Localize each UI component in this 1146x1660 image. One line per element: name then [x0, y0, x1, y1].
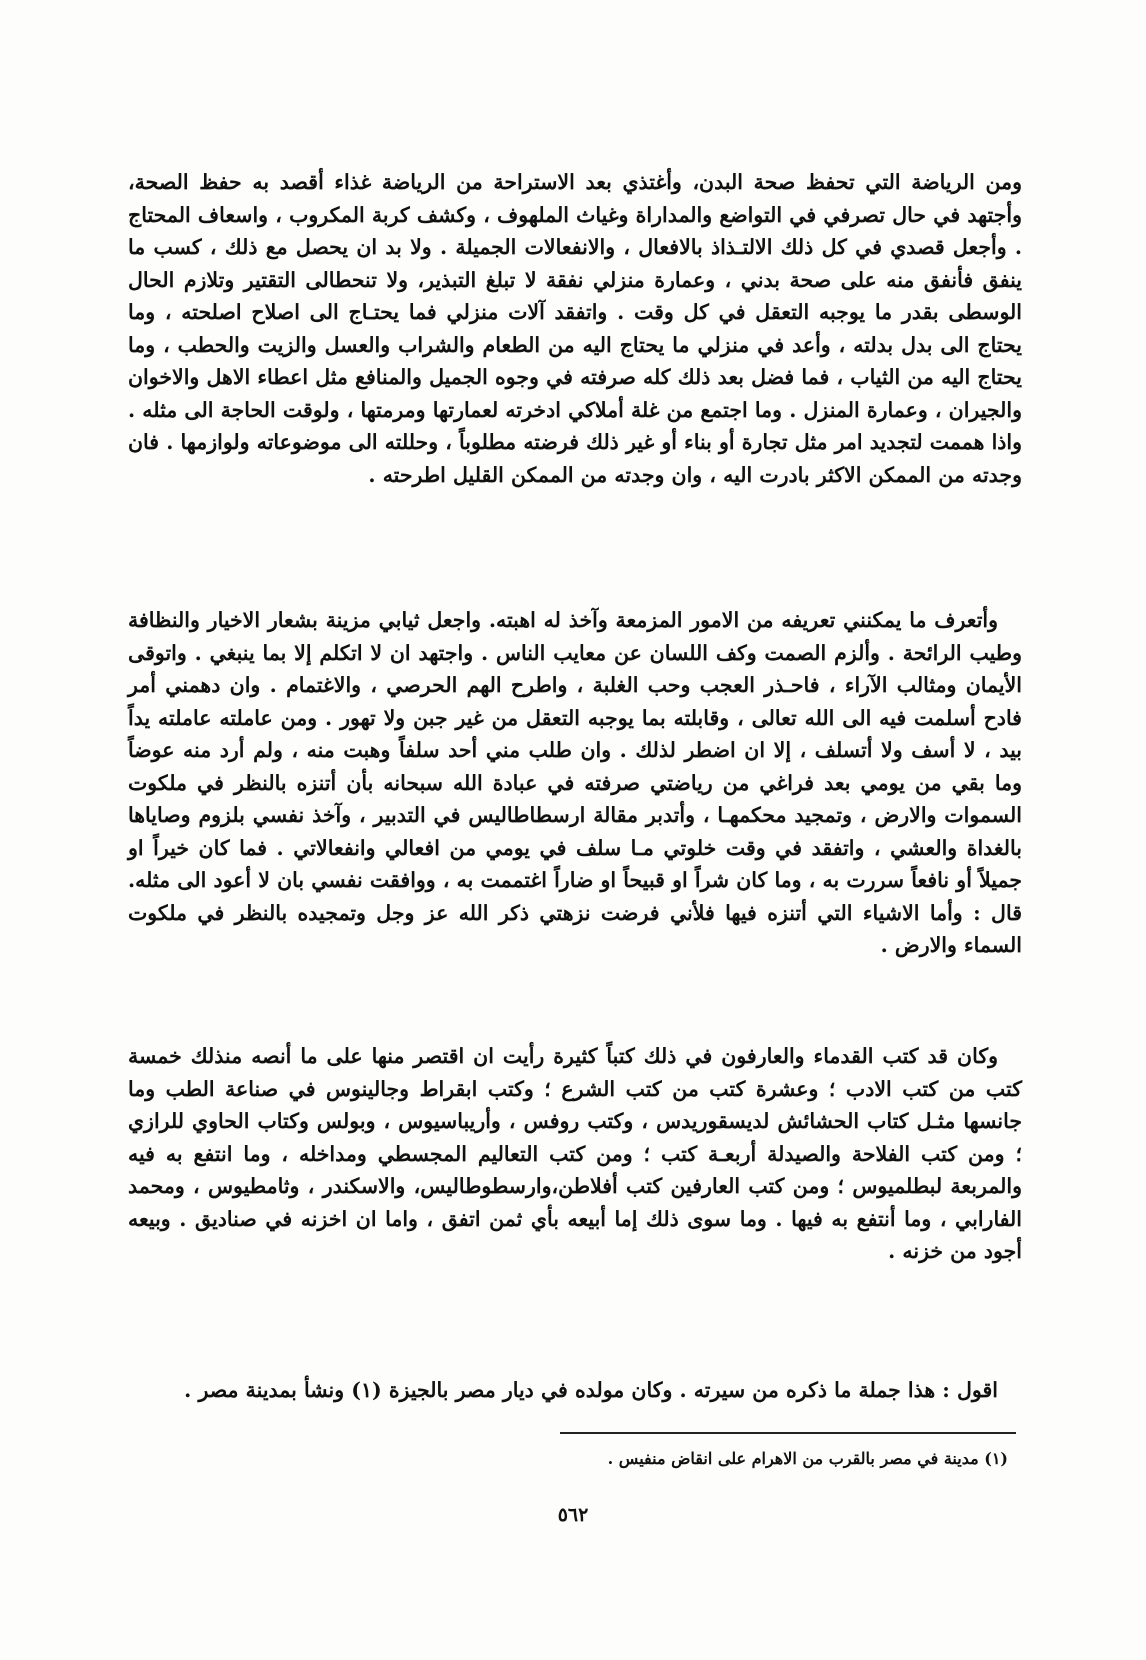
page-number: ٥٦٢ [557, 1504, 589, 1526]
body-paragraph-1: ومن الرياضة التي تحفظ صحة البدن، وأغتذي بعد الاستراحة من الرياضة غذاء أقصد به حفظ الصحة، وأجتهد في حال تصرفي في التواضع والمداراة وغياث الملهوف ، وكشف كربة المكروب ، واسعاف المحتاج . وأجعل قصدي في كل ذلك الالتـذاذ بالافعال ، والانفعالات الجميلة . ولا بد ان يحصل مع ذلك ، كسب ما ينفق فأنفق منه على صحة بدني ، وعمارة منزلي نفقة لا تبلغ التبذير، ولا تنحطالى التقتير وتلازم الحال الوسطى بقدر ما يوجبه التعقل في كل وقت . واتفقد آلات منزلي فما يحتـاج الى اصلاح اصلحته ، وما يحتاج الى بدل بدلته ، وأعد في منزلي ما يحتاج اليه من الطعام والشراب والعسل والزيت والحطب ، وما يحتاج اليه من الثياب ، فما فضل بعد ذلك كله صرفته في وجوه الجميل والمنافع مثل اعطاء الاهل والاخوان والجيران ، وعمارة المنزل . وما اجتمع من غلة أملاكي ادخرته لعمارتها ومرمتها ، ولوقت الحاجة الى مثله . واذا هممت لتجديد امر مثل تجارة أو بناء أو غير ذلك فرضته مطلوباً ، وحللته الى موضوعاته ولوازمها . فان وجدته من الممكن الاكثر بادرت اليه ، وان وجدته من الممكن القليل اطرحته . [128, 170, 1023, 487]
footnote-divider [560, 1432, 1016, 1434]
body-paragraph-4: اقول : هذا جملة ما ذكره من سيرته . وكان مولده في ديار مصر بالجيزة (١) ونشأ بمدينة مصر . [184, 1378, 998, 1402]
body-paragraph-3: وكان قد كتب القدماء والعارفون في ذلك كتباً كثيرة رأيت ان اقتصر منها على ما أنصه منذلك خمسة كتب من كتب الادب ؛ وعشرة كتب من كتب الشرع ؛ وكتب ابقراط وجالينوس في صناعة الطب وما جانسها مثـل كتاب الحشائش لديسقوريدس ، وكتب روفس ، وأريباسيوس ، وبولس وكتاب الحاوي للرازي ؛ ومن كتب الفلاحة والصيدلة أربعـة كتب ؛ ومن كتب التعاليم المجسطي ومداخله ، وما انتفع به فيه والمربعة لبطلميوس ؛ ومن كتب العارفين كتب أفلاطن،وارسطوطاليس، والاسكندر ، وثامطيوس ، ومحمد الفارابي ، وما أنتفع به فيها . وما سوى ذلك إما أبيعه بأي ثمن اتفق ، واما ان اخزنه في صناديق . وبيعه أجود من خزنه . [128, 1044, 1022, 1263]
footnote: (١) مدينة في مصر بالقرب من الاهرام على انقاض منفيس . [607, 1449, 1008, 1468]
body-paragraph-2: وأتعرف ما يمكنني تعريفه من الامور المزمعة وآخذ له اهبته. واجعل ثيابي مزينة بشعار الاخيار والنظافة وطيب الرائحة . وألزم الصمت وكف اللسان عن معايب الناس . واجتهد ان لا اتكلم إلا بما ينبغي . واتوقى الأيمان ومثالب الآراء ، فاحـذر العجب وحب الغلبة ، واطرح الهم الحرصي ، والاغتمام . وان دهمني أمر فادح أسلمت فيه الى الله تعالى ، وقابلته بما يوجبه التعقل من غير جبن ولا تهور . ومن عاملته عاملته يداً بيد ، لا أسف ولا أتسلف ، إلا ان اضطر لذلك . وان طلب مني أحد سلفاً وهبت منه ، ولم أرد منه عوضاً وما بقي من يومي بعد فراغي من رياضتي صرفته في عبادة الله سبحانه بأن أتنزه بالنظر في ملكوت السموات والارض ، وتمجيد محكمهـا ، وأتدبر مقالة ارسطاطاليس في التدبير ، وآخذ نفسي بلزوم وصاياها بالغداة والعشي ، واتفقد في وقت خلوتي مـا سلف في يومي من افعالي وانفعالاتي . فما كان خيراً او جميلاً أو نافعاً سررت به ، وما كان شراً او قبيحاً او ضاراً اغتممت به ، ووافقت نفسي بان لا أعود الى مثله. قال : وأما الاشياء التي أتنزه فيها فلأني فرضت نزهتي ذكر الله عز وجل وتمجيده بالنظر في ملكوت السماء والارض . [128, 608, 1022, 957]
